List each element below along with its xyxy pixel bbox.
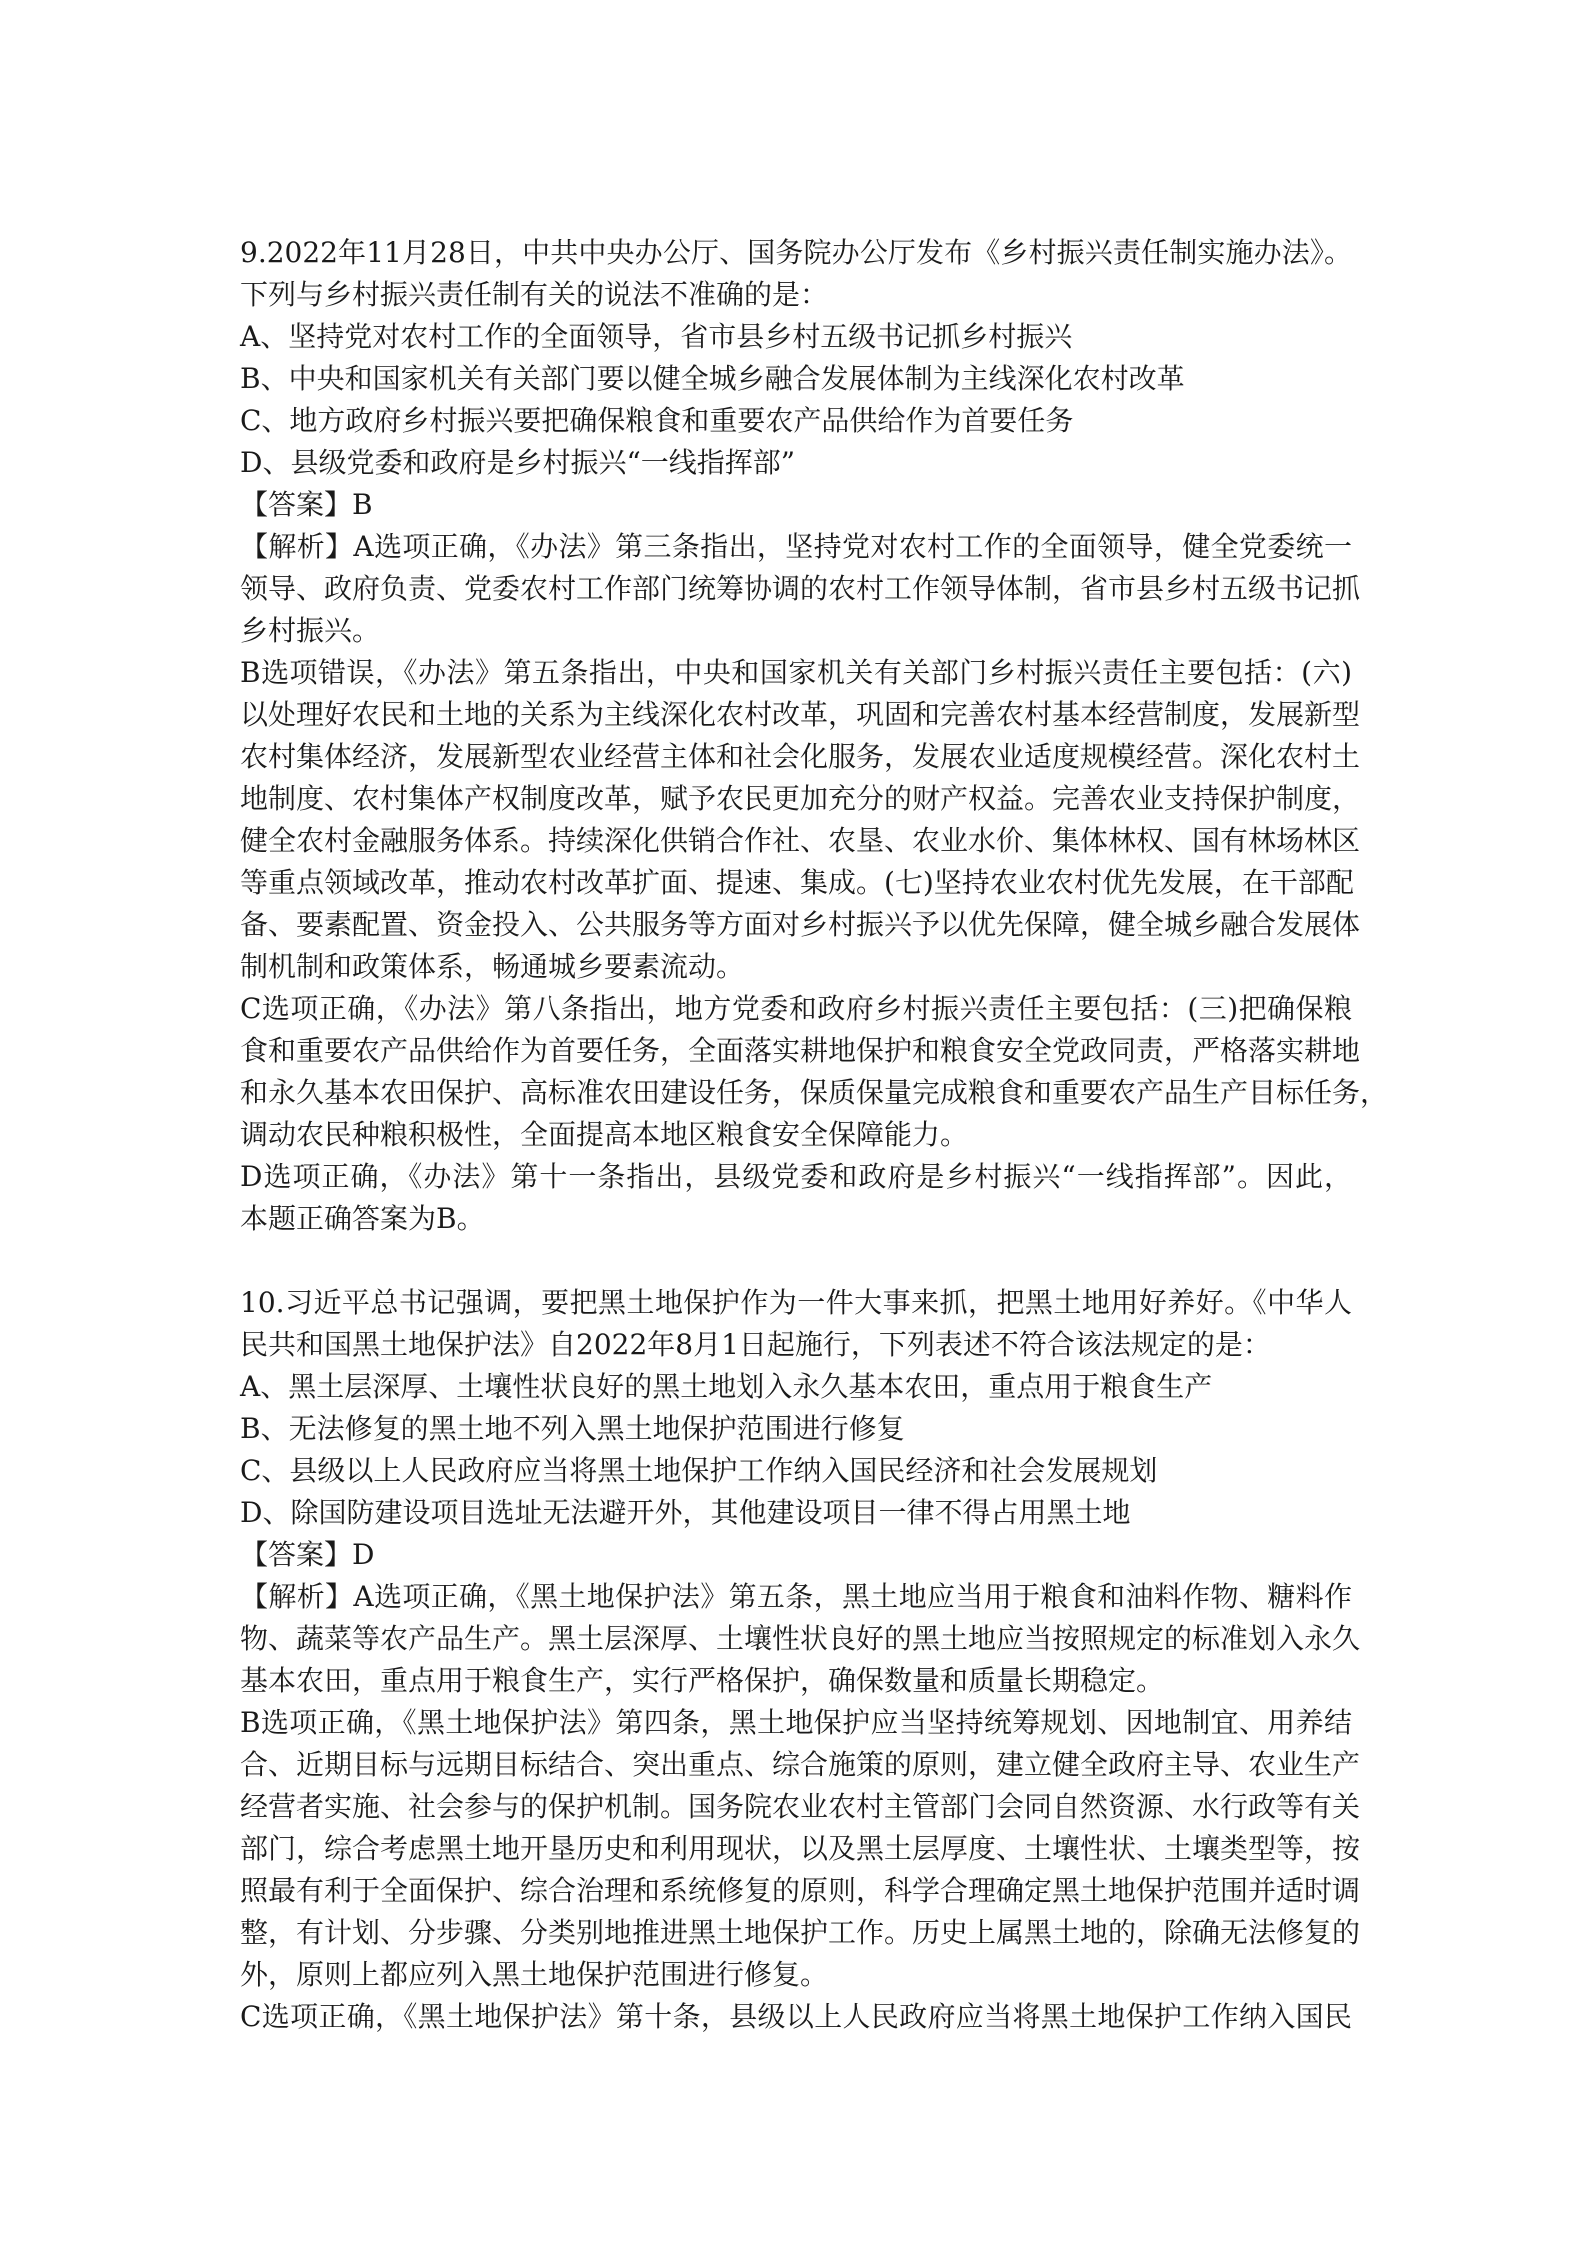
option-a: A、坚持党对农村工作的全面领导，省市县乡村五级书记抓乡村振兴 <box>240 320 1073 353</box>
analysis-line: 【解析】A选项正确，《办法》第三条指出，坚持党对农村工作的全面领导，健全党委统一 <box>240 530 1352 563</box>
answer-line: 【答案】D <box>240 1538 375 1571</box>
option-d: D、县级党委和政府是乡村振兴“一线指挥部” <box>240 446 796 479</box>
question-separator <box>240 1240 1352 1282</box>
analysis-line: 部门，综合考虑黑土地开垦历史和利用现状，以及黑土层厚度、土壤性状、土壤类型等，按 <box>240 1832 1361 1865</box>
question-stem-line: 民共和国黑土地保护法》自2022年8月1日起施行，下列表述不符合该法规定的是： <box>240 1328 1271 1361</box>
analysis-line: 外，原则上都应列入黑土地保护范围进行修复。 <box>240 1958 829 1991</box>
analysis-line: C选项正确，《黑土地保护法》第十条，县级以上人民政府应当将黑土地保护工作纳入国民 <box>240 2000 1352 2033</box>
analysis-line: 农村集体经济，发展新型农业经营主体和社会化服务，发展农业适度规模经营。深化农村土 <box>240 740 1361 773</box>
analysis-line: 照最有利于全面保护、综合治理和系统修复的原则，科学合理确定黑土地保护范围并适时调 <box>240 1874 1361 1907</box>
document-page <box>240 232 1389 2038</box>
analysis-line: 调动农民种粮积极性，全面提高本地区粮食安全保障能力。 <box>240 1118 969 1151</box>
analysis-line: 【解析】A选项正确，《黑土地保护法》第五条，黑土地应当用于粮食和油料作物、糖料作 <box>240 1580 1352 1613</box>
question-9 <box>240 232 1389 1240</box>
option-c: C、县级以上人民政府应当将黑土地保护工作纳入国民经济和社会发展规划 <box>240 1454 1158 1487</box>
answer-line: 【答案】B <box>240 488 373 521</box>
analysis-line: 食和重要农产品供给作为首要任务，全面落实耕地保护和粮食安全党政同责，严格落实耕地 <box>240 1034 1361 1067</box>
analysis-line: 和永久基本农田保护、高标准农田建设任务，保质保量完成粮食和重要农产品生产目标任务， <box>240 1076 1389 1109</box>
analysis-line: 备、要素配置、资金投入、公共服务等方面对乡村振兴予以优先保障，健全城乡融合发展体 <box>240 908 1361 941</box>
analysis-line: 基本农田，重点用于粮食生产，实行严格保护，确保数量和质量长期稳定。 <box>240 1664 1165 1697</box>
analysis-line: D选项正确，《办法》第十一条指出，县级党委和政府是乡村振兴“一线指挥部”。因此， <box>240 1160 1352 1193</box>
analysis-line: 领导、政府负责、党委农村工作部门统筹协调的农村工作领导体制，省市县乡村五级书记抓 <box>240 572 1361 605</box>
analysis-line: 地制度、农村集体产权制度改革，赋予农民更加充分的财产权益。完善农业支持保护制度， <box>240 782 1361 815</box>
analysis-line: 健全农村金融服务体系。持续深化供销合作社、农垦、农业水价、集体林权、国有林场林区 <box>240 824 1361 857</box>
option-d: D、除国防建设项目选址无法避开外，其他建设项目一律不得占用黑土地 <box>240 1496 1131 1529</box>
analysis-line: 制机制和政策体系，畅通城乡要素流动。 <box>240 950 745 983</box>
option-c: C、地方政府乡村振兴要把确保粮食和重要农产品供给作为首要任务 <box>240 404 1074 437</box>
analysis-line: 以处理好农民和土地的关系为主线深化农村改革，巩固和完善农村基本经营制度，发展新型 <box>240 698 1361 731</box>
analysis-line: 物、蔬菜等农产品生产。黑土层深厚、土壤性状良好的黑土地应当按照规定的标准划入永久 <box>240 1622 1361 1655</box>
analysis-line: 乡村振兴。 <box>240 614 381 647</box>
analysis-line: 本题正确答案为B。 <box>240 1202 485 1235</box>
question-stem-line: 10.习近平总书记强调，要把黑土地保护作为一件大事来抓，把黑土地用好养好。《中华人 <box>240 1286 1352 1319</box>
analysis-line: C选项正确，《办法》第八条指出，地方党委和政府乡村振兴责任主要包括：(三)把确保粮 <box>240 992 1352 1025</box>
analysis-line: 经营者实施、社会参与的保护机制。国务院农业农村主管部门会同自然资源、水行政等有关 <box>240 1790 1361 1823</box>
question-10 <box>240 1282 1361 2038</box>
analysis-line: 等重点领域改革，推动农村改革扩面、提速、集成。(七)坚持农业农村优先发展，在干部配 <box>240 866 1354 899</box>
option-b: B、无法修复的黑土地不列入黑土地保护范围进行修复 <box>240 1412 905 1445</box>
analysis-line: 合、近期目标与远期目标结合、突出重点、综合施策的原则，建立健全政府主导、农业生产 <box>240 1748 1361 1781</box>
option-b: B、中央和国家机关有关部门要以健全城乡融合发展体制为主线深化农村改革 <box>240 362 1185 395</box>
option-a: A、黑土层深厚、土壤性状良好的黑土地划入永久基本农田，重点用于粮食生产 <box>240 1370 1213 1403</box>
analysis-line: 整，有计划、分步骤、分类别地推进黑土地保护工作。历史上属黑土地的，除确无法修复的 <box>240 1916 1361 1949</box>
question-stem-line: 9.2022年11月28日，中共中央办公厅、国务院办公厅发布《乡村振兴责任制实施办法》。 <box>240 236 1352 269</box>
question-stem-line: 下列与乡村振兴责任制有关的说法不准确的是： <box>240 278 829 311</box>
analysis-line: B选项正确，《黑土地保护法》第四条，黑土地保护应当坚持统筹规划、因地制宜、用养结 <box>240 1706 1352 1739</box>
analysis-line: B选项错误，《办法》第五条指出，中央和国家机关有关部门乡村振兴责任主要包括：(六) <box>240 656 1352 689</box>
